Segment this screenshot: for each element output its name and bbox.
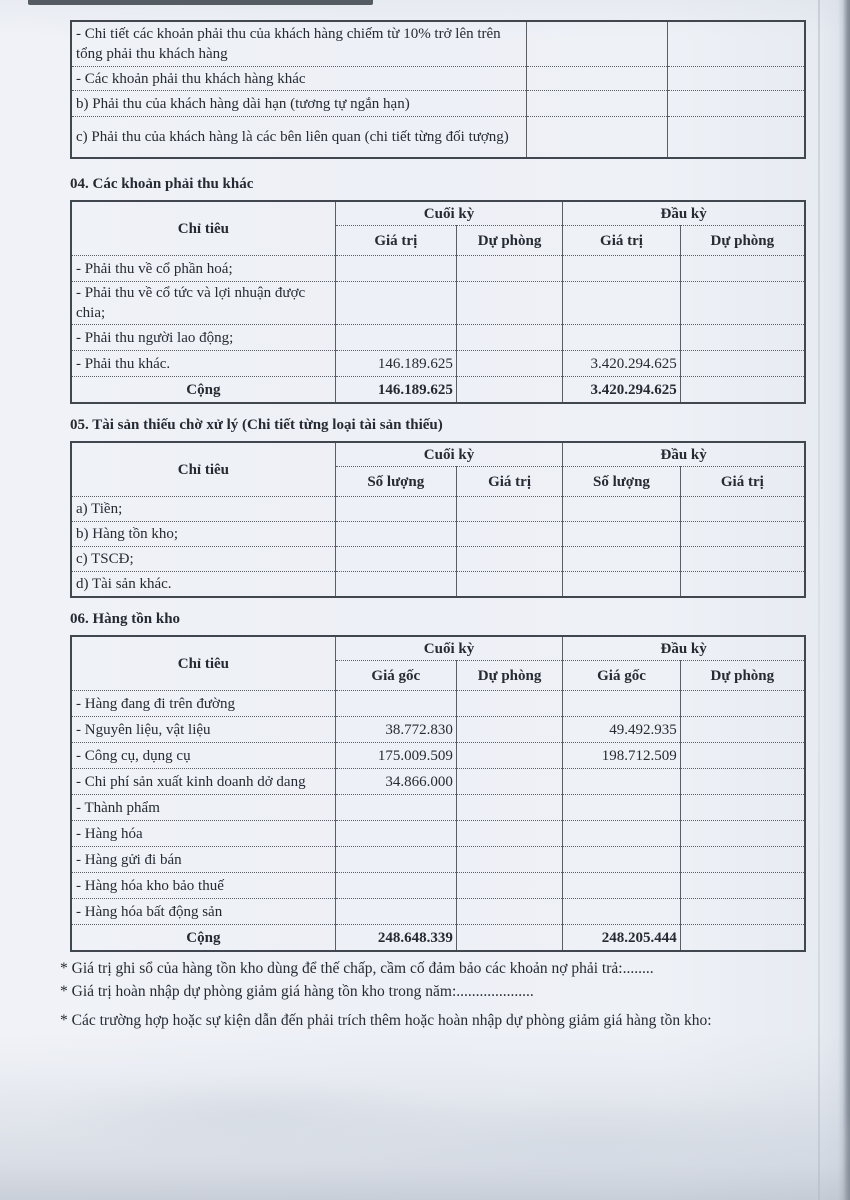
value-cell	[456, 325, 562, 351]
value-cell	[526, 67, 667, 91]
value-cell	[680, 325, 805, 351]
subcolumn-header: Giá gốc	[335, 661, 456, 691]
value-cell	[563, 547, 680, 572]
value-cell	[335, 899, 456, 925]
footnote-pledged-inventory: * Giá trị ghi sổ của hàng tồn kho dùng để thế chấp, cầm cố đảm bảo các khoản nợ phải trả:........	[60, 960, 654, 977]
row-label: - Chi phí sản xuất kinh doanh dở dang	[71, 769, 335, 795]
value-cell	[563, 899, 680, 925]
value-cell	[456, 497, 562, 522]
total-value-cell: 146.189.625	[335, 377, 456, 404]
value-cell: 3.420.294.625	[563, 351, 680, 377]
other-receivables-table	[70, 200, 806, 404]
table-row	[71, 691, 805, 717]
value-cell	[680, 847, 805, 873]
subcolumn-header: Dự phòng	[456, 661, 562, 691]
footnote-provision-events: * Các trường hợp hoặc sự kiện dẫn đến phải trích thêm hoặc hoàn nhập dự phòng giảm giá hàng tồn kho:	[60, 1012, 712, 1029]
value-cell	[563, 497, 680, 522]
value-cell	[667, 91, 805, 117]
subcolumn-header: Số lượng	[563, 467, 680, 497]
value-cell	[563, 522, 680, 547]
value-cell	[680, 547, 805, 572]
row-label: - Hàng đang đi trên đường	[71, 691, 335, 717]
header-row-periods	[71, 201, 805, 226]
subcolumn-header: Giá trị	[680, 467, 805, 497]
value-cell: 198.712.509	[563, 743, 680, 769]
value-cell	[456, 795, 562, 821]
row-label: c) Phải thu của khách hàng là các bên liên quan (chi tiết từng đối tượng)	[71, 117, 526, 159]
subcolumn-header: Giá trị	[456, 467, 562, 497]
row-label: - Hàng hóa bất động sản	[71, 899, 335, 925]
value-cell	[680, 873, 805, 899]
subcolumn-header: Số lượng	[335, 467, 456, 497]
table-row	[71, 522, 805, 547]
row-label: c) TSCĐ;	[71, 547, 335, 572]
subcolumn-header: Dự phòng	[456, 226, 562, 256]
value-cell	[456, 351, 562, 377]
table-footer	[71, 377, 805, 404]
inventory-table	[70, 635, 806, 952]
value-cell	[335, 256, 456, 282]
total-value-cell	[680, 377, 805, 404]
table-row	[71, 795, 805, 821]
value-cell	[335, 691, 456, 717]
subcolumn-header: Giá trị	[335, 226, 456, 256]
table-body	[71, 497, 805, 598]
value-cell	[456, 847, 562, 873]
table-row	[71, 821, 805, 847]
value-cell	[680, 282, 805, 325]
table-row	[71, 873, 805, 899]
receivables-continuation-table	[70, 20, 806, 159]
total-value-cell: 248.648.339	[335, 925, 456, 952]
total-label: Cộng	[71, 925, 335, 952]
table-row	[71, 717, 805, 743]
period-header: Cuối kỳ	[335, 442, 563, 467]
footnotes	[60, 960, 806, 1030]
table-row	[71, 743, 805, 769]
row-label: - Phải thu khác.	[71, 351, 335, 377]
scan-fold-line	[818, 0, 820, 1200]
row-label: - Hàng hóa	[71, 821, 335, 847]
table-row	[71, 256, 805, 282]
value-cell	[563, 256, 680, 282]
document-content	[60, 20, 806, 1035]
table-header	[71, 201, 805, 256]
value-cell	[680, 743, 805, 769]
value-cell	[456, 547, 562, 572]
value-cell	[456, 572, 562, 598]
table-row	[71, 91, 805, 117]
row-label: - Nguyên liệu, vật liệu	[71, 717, 335, 743]
table-row	[71, 547, 805, 572]
value-cell	[335, 282, 456, 325]
receivables-continuation-body	[71, 21, 805, 158]
total-value-cell: 3.420.294.625	[563, 377, 680, 404]
value-cell	[335, 821, 456, 847]
row-label: - Chi tiết các khoản phải thu của khách hàng chiếm từ 10% trở lên trên tổng phải thu khách hàng	[71, 21, 526, 67]
value-cell	[335, 847, 456, 873]
total-value-cell	[456, 377, 562, 404]
value-cell	[335, 497, 456, 522]
value-cell	[680, 572, 805, 598]
value-cell: 49.492.935	[563, 717, 680, 743]
criteria-header: Chỉ tiêu	[71, 201, 335, 256]
subcolumn-header: Dự phòng	[680, 661, 805, 691]
value-cell: 146.189.625	[335, 351, 456, 377]
table-row	[71, 497, 805, 522]
value-cell	[563, 282, 680, 325]
scan-edge-artifact-top	[28, 0, 373, 5]
row-label: - Phải thu về cổ phần hoá;	[71, 256, 335, 282]
value-cell	[563, 847, 680, 873]
value-cell	[456, 873, 562, 899]
table-row	[71, 769, 805, 795]
table-footer	[71, 925, 805, 952]
value-cell	[563, 572, 680, 598]
value-cell	[680, 717, 805, 743]
header-row-periods	[71, 636, 805, 661]
row-label: - Hàng hóa kho bảo thuế	[71, 873, 335, 899]
row-label: b) Hàng tồn kho;	[71, 522, 335, 547]
value-cell	[680, 795, 805, 821]
period-header: Cuối kỳ	[335, 636, 563, 661]
table-row	[71, 572, 805, 598]
period-header: Cuối kỳ	[335, 201, 563, 226]
criteria-header: Chỉ tiêu	[71, 636, 335, 691]
subcolumn-header: Dự phòng	[680, 226, 805, 256]
value-cell	[456, 743, 562, 769]
table-row	[71, 282, 805, 325]
value-cell	[667, 21, 805, 67]
value-cell	[563, 769, 680, 795]
value-cell	[667, 67, 805, 91]
value-cell: 38.772.830	[335, 717, 456, 743]
table-row	[71, 899, 805, 925]
table-row	[71, 67, 805, 91]
value-cell	[456, 691, 562, 717]
value-cell	[680, 256, 805, 282]
value-cell	[680, 691, 805, 717]
section-06-title: 06. Hàng tồn kho	[70, 611, 181, 627]
total-value-cell	[680, 925, 805, 952]
row-label: - Các khoản phải thu khách hàng khác	[71, 67, 526, 91]
value-cell	[456, 769, 562, 795]
row-label: d) Tài sản khác.	[71, 572, 335, 598]
value-cell	[563, 873, 680, 899]
row-label: b) Phải thu của khách hàng dài hạn (tương tự ngắn hạn)	[71, 91, 526, 117]
footnote-provision-reversal: * Giá trị hoàn nhập dự phòng giảm giá hàng tồn kho trong năm:....................	[60, 983, 534, 1000]
scan-edge-artifact-right	[838, 0, 850, 1200]
value-cell	[456, 522, 562, 547]
row-label: - Phải thu người lao động;	[71, 325, 335, 351]
value-cell: 34.866.000	[335, 769, 456, 795]
value-cell	[526, 91, 667, 117]
value-cell	[335, 325, 456, 351]
pending-shortage-assets-table	[70, 441, 806, 598]
section-04-title: 04. Các khoản phải thu khác	[70, 176, 254, 192]
table-body	[71, 256, 805, 377]
value-cell: 175.009.509	[335, 743, 456, 769]
value-cell	[563, 821, 680, 847]
header-row-periods	[71, 442, 805, 467]
row-label: - Phải thu về cổ tức và lợi nhuận được chia;	[71, 282, 335, 325]
criteria-header: Chỉ tiêu	[71, 442, 335, 497]
value-cell	[456, 899, 562, 925]
section-05-title: 05. Tài sản thiếu chờ xử lý (Chi tiết từng loại tài sản thiếu)	[70, 417, 443, 433]
subcolumn-header: Giá trị	[563, 226, 680, 256]
value-cell	[680, 351, 805, 377]
table-row	[71, 351, 805, 377]
value-cell	[526, 117, 667, 159]
value-cell	[563, 691, 680, 717]
table-row	[71, 21, 805, 67]
row-label: a) Tiền;	[71, 497, 335, 522]
value-cell	[563, 795, 680, 821]
value-cell	[526, 21, 667, 67]
total-label: Cộng	[71, 377, 335, 404]
value-cell	[456, 256, 562, 282]
value-cell	[456, 717, 562, 743]
row-label: - Công cụ, dụng cụ	[71, 743, 335, 769]
table-header	[71, 442, 805, 497]
value-cell	[680, 497, 805, 522]
value-cell	[667, 117, 805, 159]
table-row	[71, 847, 805, 873]
row-label: - Hàng gửi đi bán	[71, 847, 335, 873]
value-cell	[680, 522, 805, 547]
period-header: Đầu kỳ	[563, 636, 805, 661]
table-row	[71, 117, 805, 159]
table-body	[71, 691, 805, 925]
table-header	[71, 636, 805, 691]
period-header: Đầu kỳ	[563, 442, 805, 467]
value-cell	[680, 821, 805, 847]
total-value-cell	[456, 925, 562, 952]
value-cell	[456, 821, 562, 847]
total-value-cell: 248.205.444	[563, 925, 680, 952]
total-row	[71, 377, 805, 404]
value-cell	[680, 769, 805, 795]
value-cell	[335, 795, 456, 821]
subcolumn-header: Giá gốc	[563, 661, 680, 691]
scan-shadow-bottom	[0, 1070, 850, 1200]
value-cell	[456, 282, 562, 325]
table-row	[71, 325, 805, 351]
value-cell	[335, 572, 456, 598]
value-cell	[680, 899, 805, 925]
value-cell	[335, 547, 456, 572]
value-cell	[563, 325, 680, 351]
value-cell	[335, 873, 456, 899]
total-row	[71, 925, 805, 952]
value-cell	[335, 522, 456, 547]
period-header: Đầu kỳ	[563, 201, 805, 226]
row-label: - Thành phẩm	[71, 795, 335, 821]
